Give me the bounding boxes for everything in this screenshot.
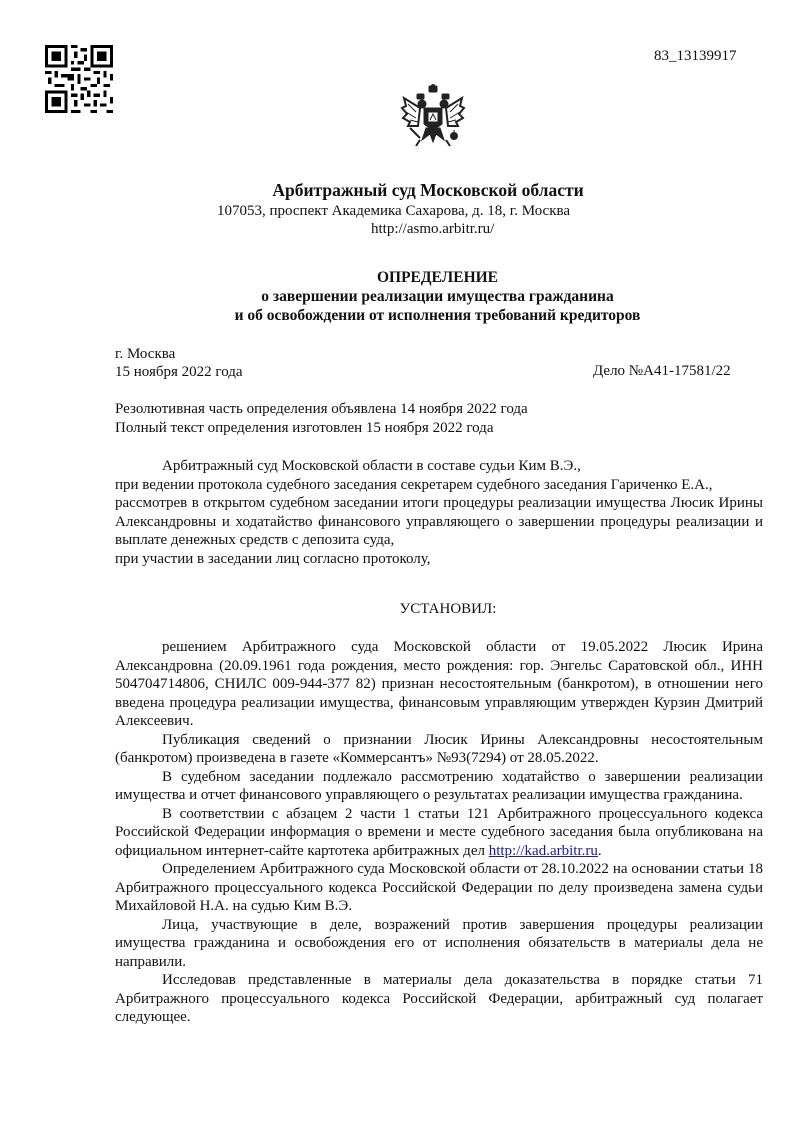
coat-of-arms-icon [400,84,466,156]
court-url: http://asmo.arbitr.ru/ [371,221,495,237]
established-heading: УСТАНОВИЛ: [399,601,497,617]
title-subtitle-2: и об освобождении от исполнения требований кредиторов [234,307,641,324]
document-title [0,268,800,325]
court-address: 107053, проспект Академика Сахарова, д. 18, г. Москва [217,203,571,219]
title-heading: ОПРЕДЕЛЕНИЕ [376,269,499,286]
intro-paragraph: рассмотрев в открытом судебном заседании итоги процедуры реализации имущества Люсик Ирины Александровны и ходатайство финансового управляющего о завершении процедуры реализации и выплате денежных средств с депозита суда, [115,495,763,548]
findings-paragraph: Определением Арбитражного суда Московской области от 28.10.2022 на основании статьи 18 Арбитражного процессуального кодекса Российской Федерации по делу произведена замена судьи Михайловой Н.А. на судью Ким В.Э. [115,861,763,914]
intro-paragraph: при участии в заседании лиц согласно протоколу, [115,550,431,567]
full-text-prepared: Полный текст определения изготовлен 15 ноября 2022 года [115,419,494,436]
findings-text: В соответствии с абзацем 2 части 1 статьи 121 Арбитражного процессуального кодекса Российской Федерации информация о времени и месте судебного заседания была опубликована на официальном интернет-сайте картотека арбитражных дел [115,805,763,859]
intro-section [115,457,763,568]
intro-paragraph: при ведении протокола судебного заседания секретарем судебного заседания Гариченко Е.А., [115,476,713,493]
announcement-block [115,400,528,437]
findings-paragraph: Исследовав представленные в материалы дела доказательства в порядке статьи 71 Арбитражного процессуального кодекса Российской Федерации, арбитражный суд полагает следующее. [115,972,763,1025]
resolution-announced: Резолютивная часть определения объявлена 14 ноября 2022 года [115,401,528,417]
kad-arbitr-link[interactable]: http://kad.arbitr.ru [488,842,598,859]
findings-section [115,638,763,1027]
decision-date: 15 ноября 2022 года [115,364,243,380]
court-name: Арбитражный суд Московской области [272,180,584,200]
place-date [115,345,243,381]
findings-paragraph: решением Арбитражного суда Московской области от 19.05.2022 Люсик Ирина Александровна (20.09.1961 года рождения, место рождения: гор. Энгельс Саратовской обл., ИНН 504704714806, СНИЛС 009-944-377 82) признан несостоятельным (банкротом), в отношении него введена процедура реализации имущества, финансовым управляющим утвержден Курзин Дмитрий Алексеевич. [115,639,763,729]
intro-paragraph: Арбитражный суд Московской области в составе судьи Ким В.Э., [162,458,581,474]
findings-paragraph: В судебном заседании подлежало рассмотрению ходатайство о завершении реализации имущества и отчет финансового управляющего о результатах реализации имущества гражданина. [115,768,763,803]
document-id: 83_13139917 [654,48,737,64]
city: г. Москва [115,346,176,362]
qr-code-icon [45,45,113,113]
findings-paragraph: Лица, участвующие в деле, возражений против завершения процедуры реализации имущества гражданина и освобождения его от исполнения обязательств в материалы дела не направили. [115,916,763,970]
findings-paragraph [115,805,763,861]
case-number: Дело №А41-17581/22 [593,363,731,379]
title-subtitle-1: о завершении реализации имущества гражданина [261,288,614,305]
link-suffix: . [597,842,602,859]
findings-paragraph: Публикация сведений о признании Люсик Ирины Александровны несостоятельным (банкротом) произведена в газете «Коммерсантъ» №93(7294) от 28.05.2022. [115,731,763,766]
